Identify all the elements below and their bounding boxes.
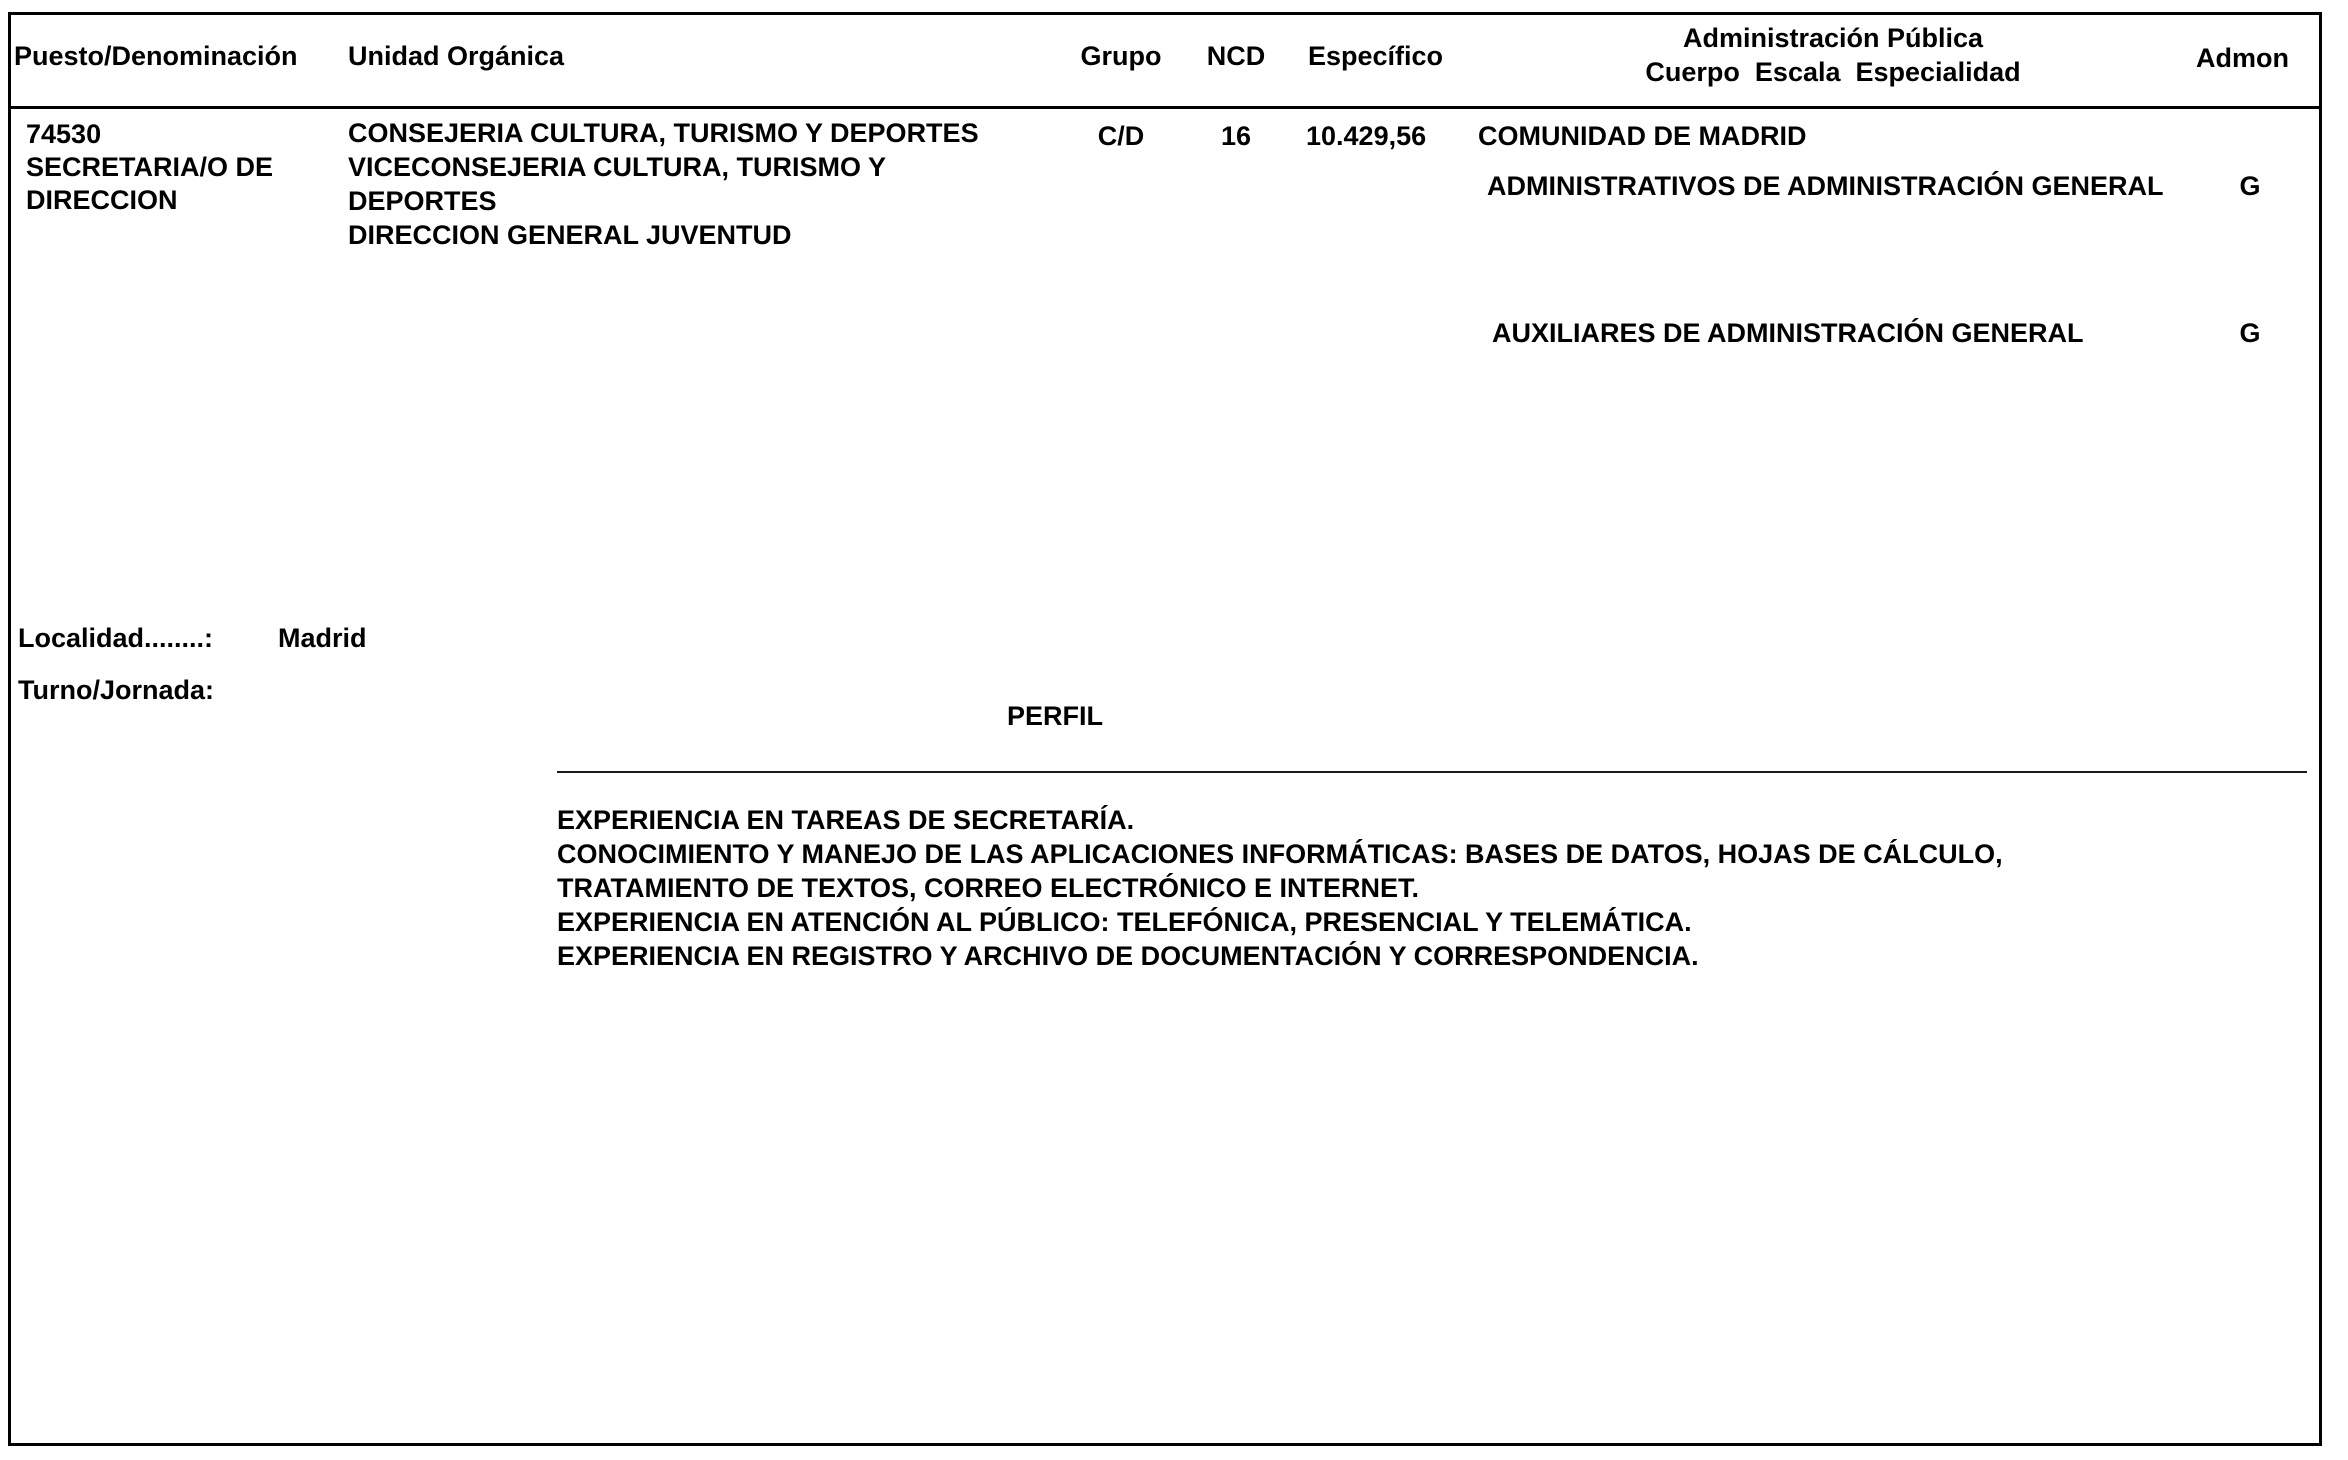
unidad-organica-line: DIRECCION GENERAL JUVENTUD <box>348 220 792 250</box>
unidad-organica-line: DEPORTES <box>348 186 497 216</box>
puesto-denominacion-line: DIRECCION <box>26 185 178 215</box>
perfil-line: TRATAMIENTO DE TEXTOS, CORREO ELECTRÓNICO E INTERNET. <box>557 873 1420 903</box>
column-header-unidad-organica: Unidad Orgánica <box>348 41 565 71</box>
admon-value: G <box>2239 318 2261 348</box>
especifico-value: 10.429,56 <box>1306 121 1427 151</box>
perfil-title: PERFIL <box>1006 701 1103 731</box>
perfil-line: EXPERIENCIA EN ATENCIÓN AL PÚBLICO: TELEFÓNICA, PRESENCIAL Y TELEMÁTICA. <box>557 907 1692 937</box>
unidad-organica-line: CONSEJERIA CULTURA, TURISMO Y DEPORTES <box>348 118 979 148</box>
column-header-grupo: Grupo <box>1080 41 1162 71</box>
ncd-value: 16 <box>1220 121 1252 151</box>
header-separator-line <box>8 106 2322 109</box>
turno-jornada-label: Turno/Jornada: <box>18 675 215 705</box>
admon-value: G <box>2239 171 2261 201</box>
column-header-cuerpo-escala-especialidad: Cuerpo Escala Especialidad <box>1645 57 2021 87</box>
perfil-line: CONOCIMIENTO Y MANEJO DE LAS APLICACIONES INFORMÁTICAS: BASES DE DATOS, HOJAS DE CÁLCULO, <box>557 839 2003 869</box>
puesto-denominacion-line: SECRETARIA/O DE <box>26 152 274 182</box>
column-header-puesto-denominacion: Puesto/Denominación <box>14 41 298 71</box>
administracion-publica-value: COMUNIDAD DE MADRID <box>1478 121 1807 151</box>
perfil-divider-line <box>557 771 2307 773</box>
perfil-line: EXPERIENCIA EN REGISTRO Y ARCHIVO DE DOCUMENTACIÓN Y CORRESPONDENCIA. <box>557 941 1699 971</box>
puesto-code: 74530 <box>26 119 102 149</box>
perfil-text-block <box>557 803 2003 973</box>
cuerpo-escala-especialidad-value: AUXILIARES DE ADMINISTRACIÓN GENERAL <box>1492 318 2084 348</box>
column-header-ncd: NCD <box>1206 41 1266 71</box>
unidad-organica-cell <box>348 116 979 252</box>
column-header-especifico: Específico <box>1307 41 1444 71</box>
puesto-denominacion-cell <box>26 118 273 217</box>
localidad-value: Madrid <box>278 623 367 653</box>
cuerpo-escala-especialidad-value: ADMINISTRATIVOS DE ADMINISTRACIÓN GENERAL <box>1487 171 2164 201</box>
column-header-admon: Admon <box>2196 43 2289 73</box>
grupo-value: C/D <box>1097 121 1145 151</box>
perfil-line: EXPERIENCIA EN TAREAS DE SECRETARÍA. <box>557 805 1135 835</box>
unidad-organica-line: VICECONSEJERIA CULTURA, TURISMO Y <box>348 152 887 182</box>
column-header-administracion-publica: Administración Pública <box>1682 23 1984 53</box>
localidad-label: Localidad........: <box>18 623 214 653</box>
